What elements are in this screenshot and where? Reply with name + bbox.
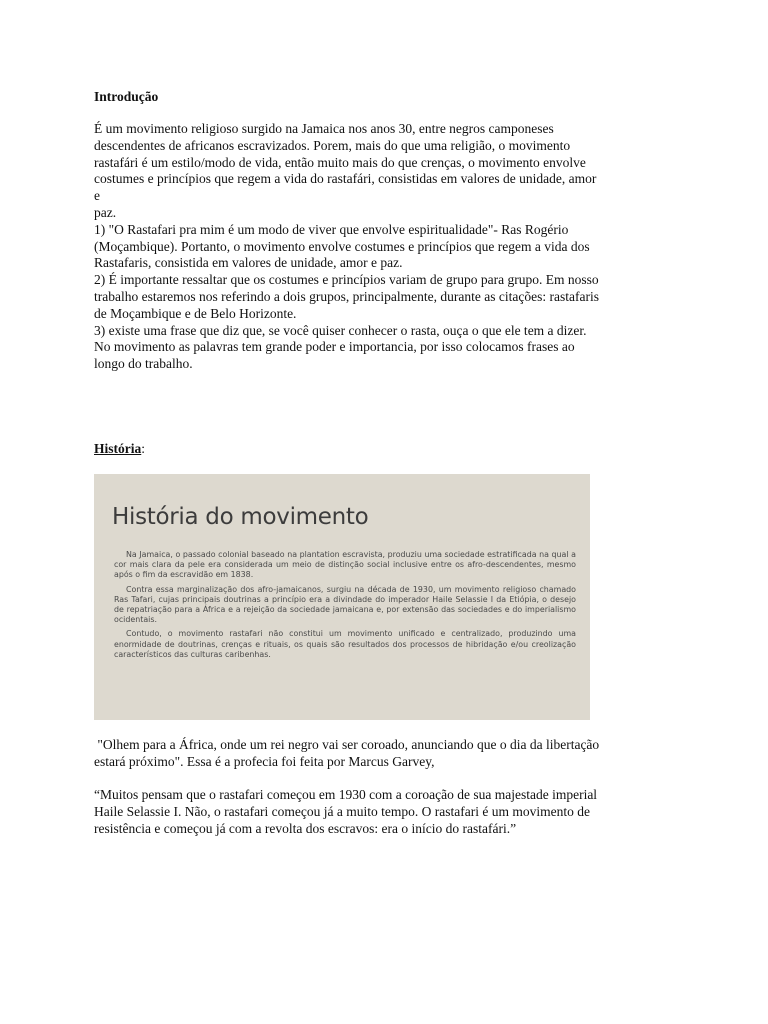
- intro-line: rastafári é um estilo/modo de vida, então muito mais do que crenças, o movimento envolve: [94, 154, 586, 170]
- figure-title: História do movimento: [112, 504, 369, 530]
- historia-heading: [94, 440, 145, 457]
- intro-line: 2) É importante ressaltar que os costumes e princípios variam de grupo para grupo. Em nosso: [94, 272, 599, 288]
- figure-paragraph: Contra essa marginalização dos afro-jamaicanos, surgiu na década de 1930, um movimento religioso chamado Ras Tafari, cujas principais doutrinas a princípio era a divindade do imperador Haile Selassie I da Etiópia, o desejo de repatriação para a África e a rejeição da sociedade jamaicana e, por extensão das sociedades e do imperialismo ocidentais.: [114, 584, 576, 625]
- intro-line: de Moçambique e de Belo Horizonte.: [94, 305, 297, 321]
- intro-line: 1) "O Rastafari pra mim é um modo de viver que envolve espiritualidade"- Ras Rogério: [94, 221, 569, 237]
- intro-line: trabalho estaremos nos referindo a dois grupos, principalmente, durante as citações: rastafaris: [94, 288, 599, 304]
- intro-line: descendentes de africanos escravizados. Porem, mais do que uma religião, o movimento: [94, 137, 571, 153]
- quote-line: "Olhem para a África, onde um rei negro vai ser coroado, anunciando que o dia da libertação: [94, 737, 600, 752]
- quote-line: resistência e começou já com a revolta dos escravos: era o início do rastafári.”: [94, 820, 517, 836]
- quote-line: “Muitos pensam que o rastafari começou em 1930 com a coroação de sua majestade imperial: [94, 787, 598, 802]
- intro-line: longo do trabalho.: [94, 356, 193, 372]
- intro-paragraph: [94, 121, 684, 373]
- figure-body: [114, 550, 576, 664]
- historia-heading-text: História: [94, 441, 142, 456]
- intro-line: costumes e princípios que regem a vida do rastafári, consistidas em valores de unidade, amor: [94, 171, 597, 187]
- intro-line: 3) existe uma frase que diz que, se você quiser conhecer o rasta, ouça o que ele tem a dizer.: [94, 322, 587, 338]
- intro-line: No movimento as palavras tem grande poder e importancia, por isso colocamos frases ao: [94, 339, 575, 355]
- figure-paragraph: Na Jamaica, o passado colonial baseado na plantation escravista, produziu uma sociedade estratificada na qual a cor mais clara da pele era considerada um meio de distinção social inclusive entre os afro-descendentes, mesmo após o fim da escravidão em 1838.: [114, 550, 576, 580]
- quote-line: estará próximo". Essa é a profecia foi feita por Marcus Garvey,: [94, 753, 435, 769]
- garvey-quote-paragraph: [94, 737, 684, 771]
- quote-line: Haile Selassie I. Não, o rastafari começou já a muito tempo. O rastafari é um movimento de: [94, 803, 590, 819]
- historia-heading-colon: :: [141, 441, 146, 456]
- intro-line: paz.: [94, 204, 117, 220]
- rastafari-quote-paragraph: [94, 787, 684, 837]
- intro-line: Rastafaris, consistida em valores de unidade, amor e paz.: [94, 255, 403, 271]
- figure-paragraph: Contudo, o movimento rastafari não constitui um movimento unificado e centralizado, produzindo uma enormidade de doutrinas, crenças e rituais, os quais são resultados dos processos de hibridação e/ou creolização característicos das culturas caribenhas.: [114, 629, 576, 659]
- intro-line: (Moçambique). Portanto, o movimento envolve costumes e princípios que regem a vida dos: [94, 238, 590, 254]
- intro-line: e: [94, 188, 100, 204]
- historia-figure-image: [94, 474, 590, 720]
- intro-line: É um movimento religioso surgido na Jamaica nos anos 30, entre negros camponeses: [94, 121, 554, 136]
- intro-heading: Introdução: [94, 89, 159, 104]
